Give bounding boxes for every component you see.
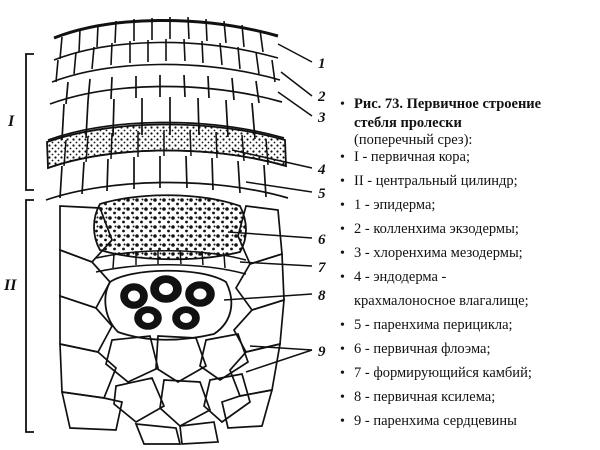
legend-item-label: 8 - первичная ксилема; [354, 389, 496, 405]
bracket-cortex [26, 54, 34, 190]
bullet-icon: • [340, 390, 345, 405]
legend-title-line1: Рис. 73. Первичное строение [354, 96, 542, 112]
legend-item-label: 3 - хлоренхима мезодермы; [354, 245, 523, 261]
leader-number-4: 4 [318, 162, 326, 178]
legend-item-3 [340, 245, 598, 262]
label-II: II [4, 277, 17, 294]
legend-item-label: 5 - паренхима перицикла; [354, 317, 513, 333]
legend-item-label: II - центральный цилиндр; [354, 173, 518, 189]
leader-number-2: 2 [318, 89, 326, 105]
leader-number-8: 8 [318, 288, 326, 304]
legend-item-6 [340, 341, 598, 358]
legend-item-8 [340, 389, 598, 406]
bullet-icon: • [340, 174, 345, 189]
collenchyma-layer [52, 39, 280, 82]
legend-item-4-continuation: крахмалоносное влагалище; [354, 293, 529, 309]
legend-subtitle: (поперечный срез): [354, 132, 473, 148]
pericycle-layer [46, 150, 288, 200]
bullet-icon: • [340, 414, 345, 429]
bullet-icon: • [340, 270, 345, 285]
label-I: I [8, 113, 15, 130]
legend-item-label: 7 - формирующийся камбий; [354, 365, 532, 381]
bullet-icon: • [340, 342, 345, 357]
legend-item-label: I - первичная кора; [354, 149, 471, 165]
legend-item-label: 1 - эпидерма; [354, 197, 436, 213]
leader-number-9: 9 [318, 344, 326, 360]
bullet-icon: • [340, 366, 345, 381]
legend-item-II [340, 173, 598, 190]
bullet-icon: • [340, 222, 345, 237]
legend-title-line2: стебля пролески [354, 115, 462, 131]
legend-item-7 [340, 365, 598, 382]
bullet-icon: • [340, 246, 345, 261]
legend-item-1 [340, 197, 598, 214]
chlorenchyma-layer [50, 75, 282, 104]
legend-title-row [340, 96, 598, 113]
leader-number-7: 7 [318, 260, 326, 276]
legend-item-label: 6 - первичная флоэма; [354, 341, 491, 357]
bullet-icon: • [340, 318, 345, 333]
leader-number-6: 6 [318, 232, 326, 248]
legend-item-2 [340, 221, 598, 238]
figure-legend [340, 96, 598, 437]
leader-number-5: 5 [318, 186, 326, 202]
bracket-central-cylinder [26, 200, 34, 432]
primary-phloem [94, 195, 246, 259]
primary-xylem [105, 271, 231, 340]
bullet-icon: • [340, 198, 345, 213]
legend-item-4 [340, 269, 598, 286]
legend-item-label: 2 - колленхима экзодермы; [354, 221, 519, 237]
legend-item-I [340, 149, 598, 166]
leader-number-1: 1 [318, 56, 326, 72]
legend-item-5 [340, 317, 598, 334]
legend-item-9 [340, 413, 598, 430]
bullet-icon: • [340, 97, 345, 112]
legend-item-label: 9 - паренхима сердцевины [354, 413, 517, 429]
leader-number-3: 3 [318, 110, 326, 126]
legend-item-label: 4 - эндодерма - [354, 269, 447, 285]
bullet-icon: • [340, 150, 345, 165]
